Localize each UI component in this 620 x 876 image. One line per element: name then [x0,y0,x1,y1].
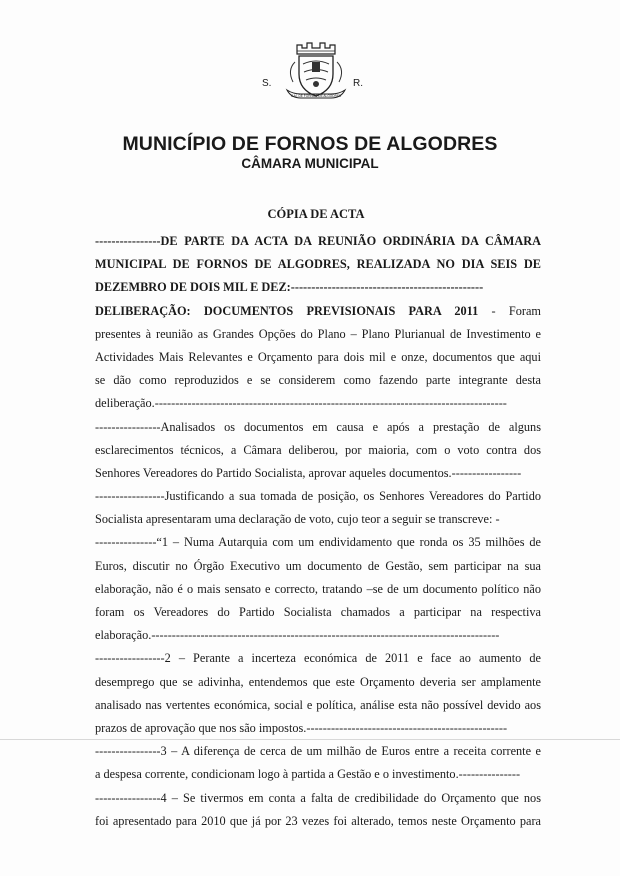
crest-label-right: R. [353,78,363,89]
municipality-name: MUNICÍPIO DE FORNOS DE ALGODRES [122,133,498,155]
minutes-line: ----------------DE PARTE DA ACTA DA REUNIÃO ORDINÁRIA DA CÂMARA [95,234,541,248]
minutes-line: analisado nas vertentes económica, social e política, análise esta não possível devido aos [95,697,541,712]
minutes-line: Actividades Mais Relevantes e Orçamento para dois mil e onze, documentos que aqui [95,349,541,364]
minutes-line: foram os Vereadores do Partido Socialista chamados a participar na respectiva [95,605,541,619]
deliberation-heading: DELIBERAÇÃO: DOCUMENTOS PREVISIONAIS PARA 2011 [95,303,479,318]
scan-artifact-line [0,739,620,740]
minutes-line: deliberação.-------------------------------------------------------------------------------------- [95,396,507,411]
minutes-line: desemprego que se adivinha, entendemos que este Orçamento deveria ser amplamente [95,674,541,689]
minutes-line: Senhores Vereadores do Partido Socialista, aprovar aqueles documentos.----------------- [95,465,522,480]
minutes-line: ----------------Analisados os documentos em causa e após a prestação de alguns [95,419,541,434]
minutes-line: MUNICIPAL DE FORNOS DE ALGODRES, REALIZADA NO DIA SEIS DE [95,257,541,272]
minutes-line: foi apresentado para 2010 que já por 23 vezes foi alterado, temos neste Orçamento para [95,813,541,828]
minutes-line: esclarecimentos técnicos, a Câmara deliberou, por maioria, com o voto contra dos [95,442,541,457]
minutes-line: elaboração, não é o mais sensato e correcto, tratando –se de um documento político não [95,581,541,596]
minutes-line: DEZEMBRO DE DOIS MIL E DEZ:----------------------------------------------- [95,280,484,295]
minutes-line: -----------------2 – Perante a incerteza económica de 2011 e face ao aumento de [95,651,541,666]
minutes-line: presentes à reunião as Grandes Opções do Plano – Plano Plurianual de Investimento e [95,326,541,341]
municipal-crest-icon [281,40,351,102]
minutes-line: Socialista apresentaram uma declaração de voto, cujo teor a seguir se transcreve: - [95,512,500,527]
minutes-line: Euros, discutir no Órgão Executivo um documento de Gestão, sem participar na sua [95,558,541,573]
minutes-body [95,230,541,833]
minutes-line: ----------------4 – Se tivermos em conta a falta de credibilidade do Orçamento que nos [95,790,541,805]
council-name: CÂMARA MUNICIPAL [241,156,379,171]
crest-motto: C.M. DE FORNOS DE ALGODRES [290,94,342,99]
document-title: CÓPIA DE ACTA [267,207,365,221]
minutes-line: -----------------Justificando a sua tomada de posição, os Senhores Vereadores do Partido [95,489,541,504]
minutes-line: se dão como reproduzidos e se considerem como fazendo parte integrante desta [95,373,541,388]
minutes-line: prazos de aprovação que nos são impostos.------------------------------------------------- [95,720,508,735]
minutes-line: DELIBERAÇÃO: DOCUMENTOS PREVISIONAIS PARA 2011 - Foram [95,303,541,318]
crest-label-left: S. [262,78,272,89]
minutes-line: ----------------3 – A diferença de cerca de um milhão de Euros entre a receita corrente e [95,744,541,759]
minutes-line: elaboração.------------------------------------------------------------------------------------- [95,628,500,643]
minutes-line: a despesa corrente, condicionam logo à partida a Gestão e o investimento.--------------- [95,767,521,782]
minutes-line: ---------------“1 – Numa Autarquia com um endividamento que ronda os 35 milhões de [95,535,541,550]
